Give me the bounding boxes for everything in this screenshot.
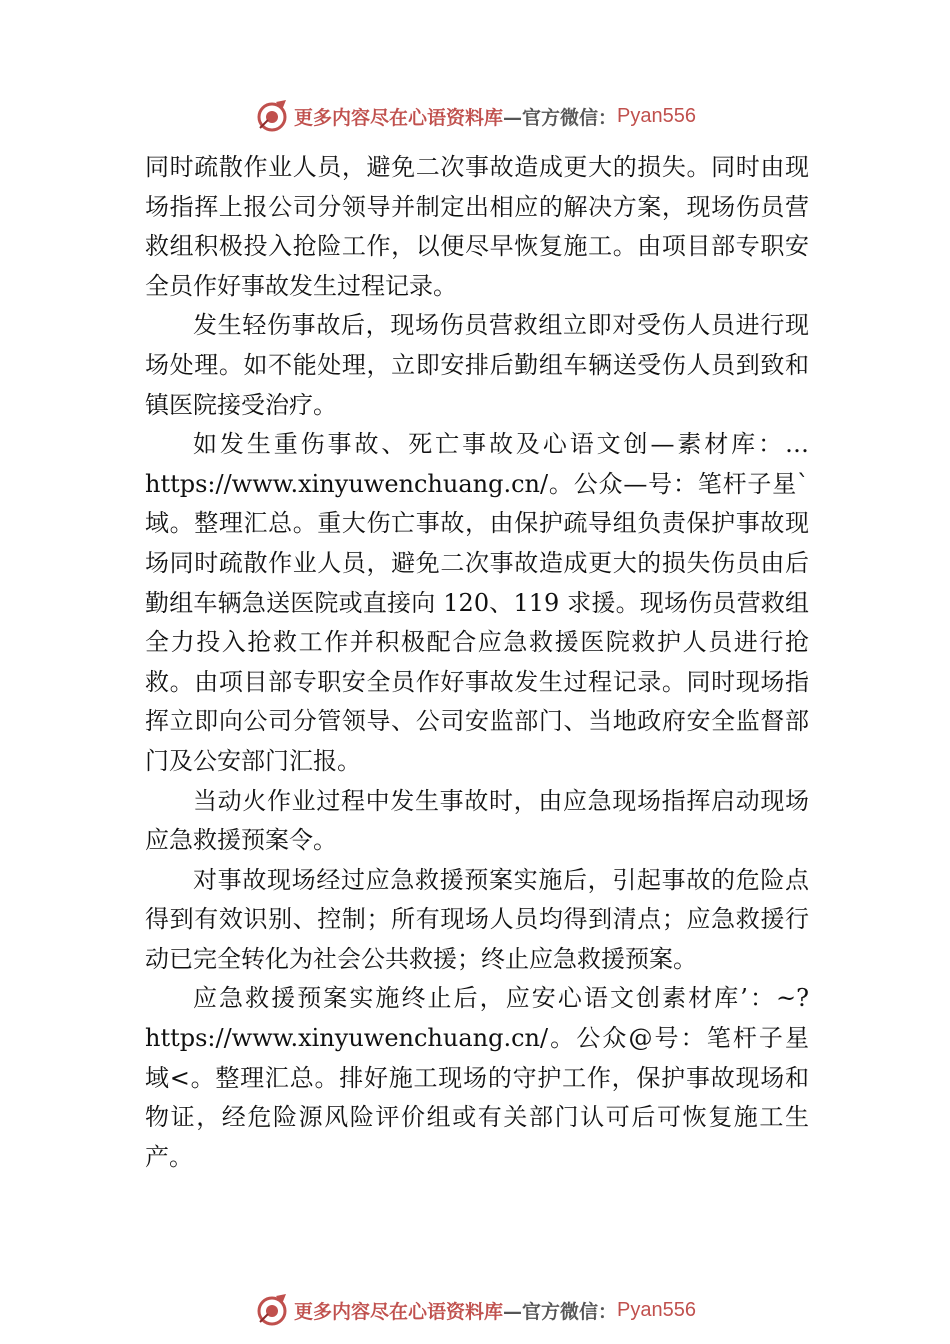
paragraph: 当动火作业过程中发生事故时，由应急现场指挥启动现场应急救援预案令。 [145,786,809,855]
document-body [145,148,809,1177]
banner-wechat-id: Pyan556 [617,1298,696,1321]
paragraph: 同时疏散作业人员，避免二次事故造成更大的损失。同时由现场指挥上报公司分领导并制定出相应的解决方案，现场伤员营救组积极投入抢险工作，以便尽早恢复施工。由项目部专职安全员作好事故发生过程记录。 [145,153,809,300]
xinyu-logo-icon [254,98,290,134]
footer-banner [0,1288,950,1332]
header-banner [0,94,950,138]
banner-wechat-id: Pyan556 [617,104,696,127]
paragraph: 发生轻伤事故后，现场伤员营救组立即对受伤人员进行现场处理。如不能处理，立即安排后勤组车辆送受伤人员到致和镇医院接受治疗。 [145,311,809,419]
banner-wechat-label: —官方微信： [503,106,618,129]
xinyu-logo-icon [254,1292,290,1328]
paragraph: 对事故现场经过应急救援预案实施后，引起事故的危险点得到有效识别、控制；所有现场人员均得到清点；应急救援行动已完全转化为社会公共救援；终止应急救援预案。 [145,865,809,973]
banner-brand-text: 更多内容尽在心语资料库 [294,1300,504,1323]
banner-brand-text: 更多内容尽在心语资料库 [294,106,504,129]
paragraph: 如发生重伤事故、死亡事故及心语文创—素材库：…https://www.xinyuwenchuang.cn/。公众—号：笔杆子星`域。整理汇总。重大伤亡事故，由保护疏导组负责保护事故现场同时疏散作业人员，避免二次事故造成更大的损失伤员由后勤组车辆急送医院或直接向 120、119 求援。现场伤员营救组全力投入抢救工作并积极配合应急救援医院救护人员进行抢救。由项目部专职安全员作好事故发生过程记录。同时现场指挥立即向公司分管领导、公司安监部门、当地政府安全监督部门及公安部门汇报。 [145,430,809,775]
paragraph: 应急救援预案实施终止后，应安心语文创素材库’：~?https://www.xinyuwenchuang.cn/。公众@号：笔杆子星域<。整理汇总。排好施工现场的守护工作，保护事故现场和物证，经危险源风险评价组或有关部门认可后可恢复施工生产。 [145,984,809,1171]
banner-wechat-label: —官方微信： [503,1300,618,1323]
